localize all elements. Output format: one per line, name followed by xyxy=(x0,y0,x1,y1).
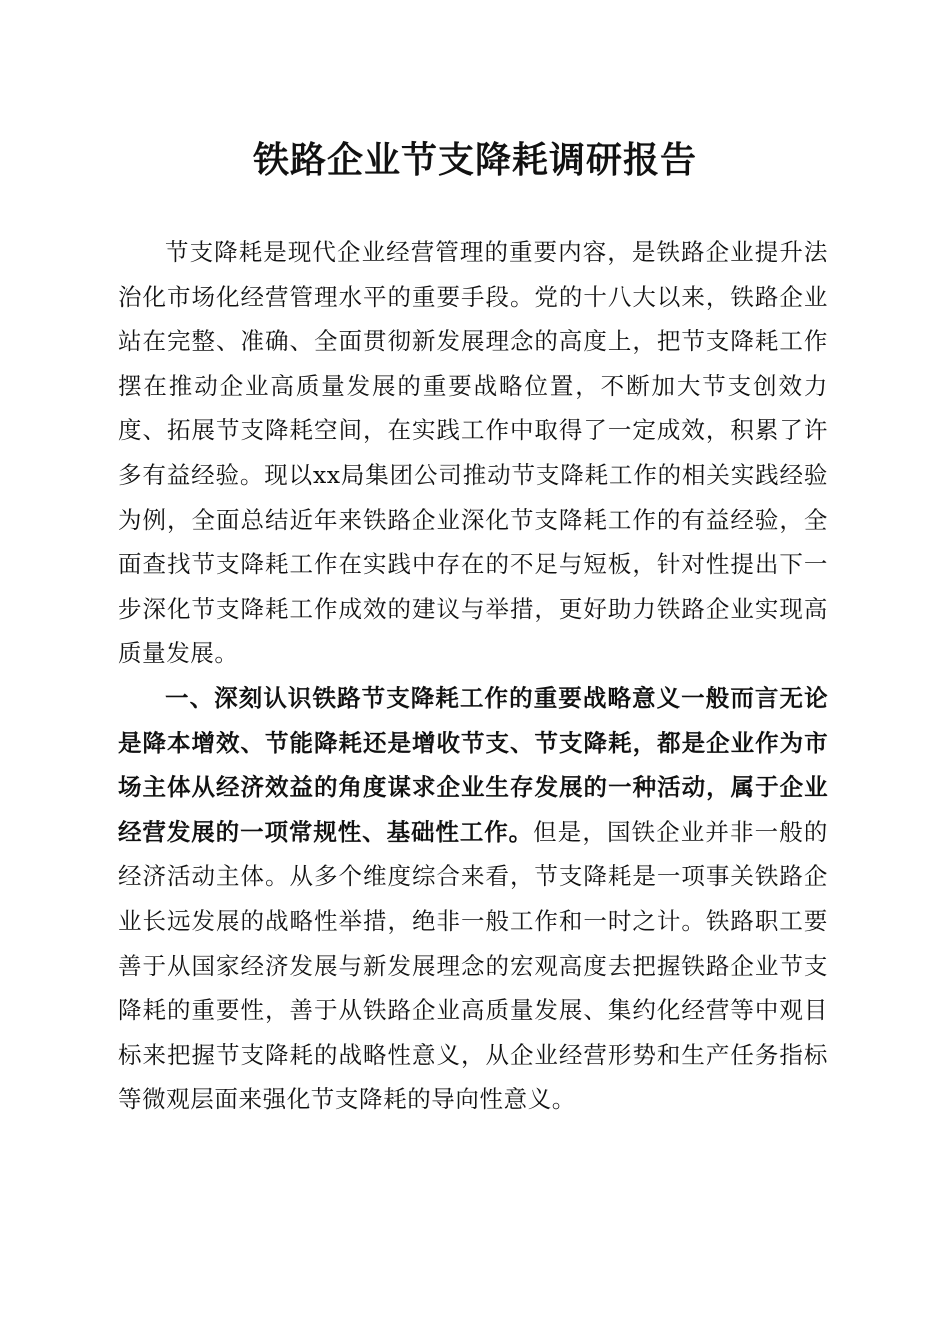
section-one-body: 但是，国铁企业并非一般的经济活动主体。从多个维度综合来看，节支降耗是一项事关铁路企业长远发展的战略性举措，绝非一般工作和一时之计。铁路职工要善于从国家经济发展与新发展理念的宏观高度去把握铁路企业节支降耗的重要性，善于从铁路企业高质量发展、集约化经营等中观目标来把握节支降耗的战略性意义，从企业经营形势和生产任务指标等微观层面来强化节支降耗的导向性意义。 xyxy=(118,817,828,1114)
intro-paragraph: 节支降耗是现代企业经营管理的重要内容，是铁路企业提升法治化市场化经营管理水平的重要手段。党的十八大以来，铁路企业站在完整、准确、全面贯彻新发展理念的高度上，把节支降耗工作摆在推动企业高质量发展的重要战略位置，不断加大节支创效力度、拓展节支降耗空间，在实践工作中取得了一定成效，积累了许多有益经验。现以xx局集团公司推动节支降耗工作的相关实践经验为例，全面总结近年来铁路企业深化节支降耗工作的有益经验，全面查找节支降耗工作在实践中存在的不足与短板，针对性提出下一步深化节支降耗工作成效的建议与举措，更好助力铁路企业实现高质量发展。 xyxy=(118,238,828,668)
section-one-heading: 一、深刻认识铁路节支降耗工作的重要战略意义一般而言无论是降本增效、节能降耗还是增收节支、节支降耗，都是企业作为市场主体从经济效益的角度谋求企业生存发展的一种活动，属于企业经营发展的一项常规性、基础性工作。 xyxy=(118,684,828,846)
document-title: 铁路企业节支降耗调研报告 xyxy=(252,139,697,181)
section-one-paragraph xyxy=(118,676,828,1122)
